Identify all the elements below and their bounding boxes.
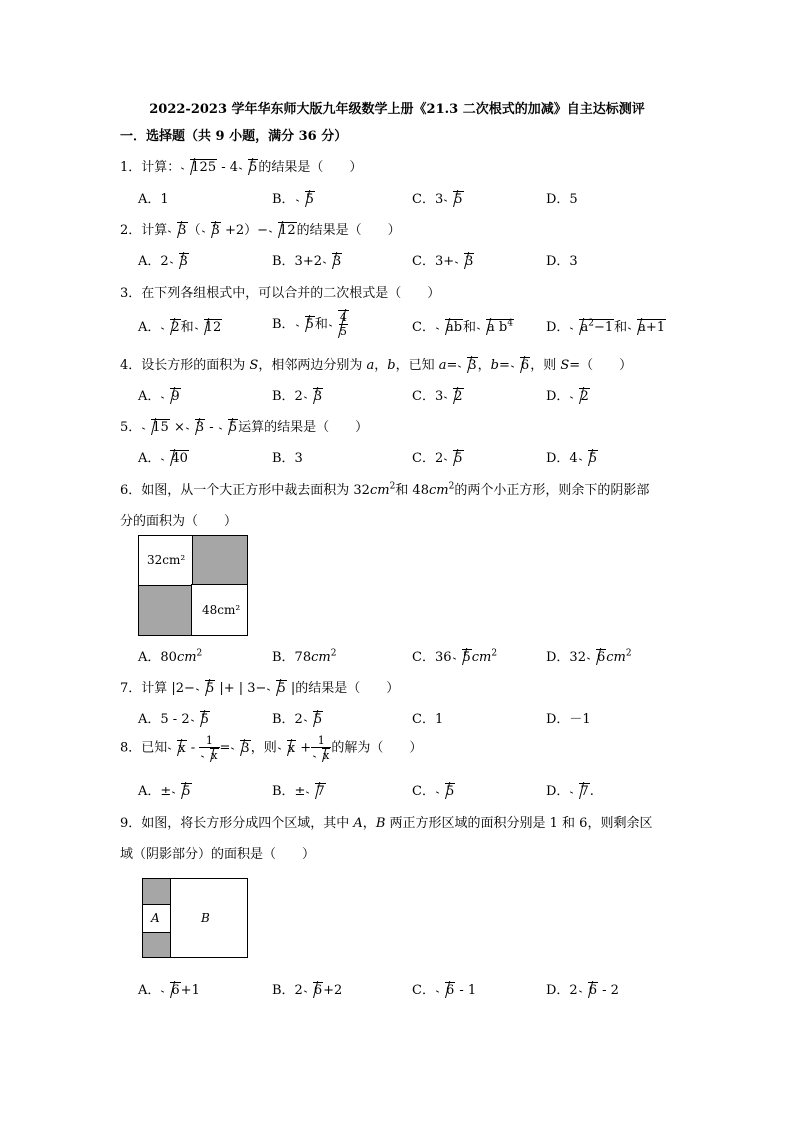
q4-option-a: A． 9 xyxy=(138,389,180,404)
section-heading: 一．选择题（共 9 小题，满分 36 分） xyxy=(120,129,348,144)
label-b: B xyxy=(201,911,210,925)
q2-option-a: A．2 3 xyxy=(138,254,188,269)
question-8: 8．已知 x - $\frac{1}{x}$ = 3，则 x + $\frac{1}{x}$ 的解为（ ） xyxy=(120,734,423,762)
q3-option-d: D． $a^2-1$和 a+1 xyxy=(546,318,666,335)
question-6-line-2: 分的面积为（ ） xyxy=(120,514,238,529)
shaded-region-top xyxy=(143,879,170,905)
q5-option-a: A． 40 xyxy=(138,451,188,466)
q2-option-c: C．3+ 3 xyxy=(412,254,474,269)
q7-option-d: D．－1 xyxy=(546,712,591,727)
question-1: 1．计算： 125 - 4 5的结果是（ ） xyxy=(120,160,363,175)
q1-option-a: A．1 xyxy=(138,192,169,207)
q5-option-d: D．4 5 xyxy=(546,451,597,466)
rectangle-figure xyxy=(142,878,248,958)
q3-option-a: A． 2和 12 xyxy=(138,320,222,335)
q4-option-c: C．3 2 xyxy=(412,389,463,404)
question-7: 7．计算 |2− 5 |+ | 3− 5 |的结果是（ ） xyxy=(120,681,400,696)
q7-option-c: C．1 xyxy=(412,712,444,727)
small-square-48 xyxy=(191,584,247,636)
label-a: A xyxy=(151,911,160,925)
q9-option-b: B．2 6+2 xyxy=(272,983,343,998)
q1-option-b: B． 5 xyxy=(272,192,314,207)
q4-option-d: D． 2 xyxy=(546,389,589,404)
question-9-line-1: 9．如图，将长方形分成四个区域，其中 A，B 两正方形区域的面积分别是 1 和 6，则剩余区 xyxy=(120,816,653,831)
label-48cm2: 48cm² xyxy=(202,602,241,617)
question-2: 2．计算 3（ 3 +2）− 12的结果是（ ） xyxy=(120,223,401,238)
q1-option-d: D．5 xyxy=(546,192,578,207)
q9-option-a: A． 6+1 xyxy=(138,983,200,998)
square-a xyxy=(143,905,170,932)
question-3: 3．在下列各组根式中，可以合并的二次根式是（ ） xyxy=(120,286,441,301)
q8-option-b: B．± 7 xyxy=(272,784,325,799)
label-32cm2: 32cm² xyxy=(147,553,186,567)
shaded-region-top-right xyxy=(193,536,247,586)
shaded-region-bottom xyxy=(143,932,170,957)
q6-option-d: D．32 $6cm^2$ xyxy=(546,648,632,665)
q7-option-a: A．5 - 2 5 xyxy=(138,712,209,727)
q9-option-c: C． 6 - 1 xyxy=(412,983,477,998)
q9-option-d: D．2 6 - 2 xyxy=(546,983,619,998)
q5-option-c: C．2 5 xyxy=(412,451,463,466)
shaded-region-bottom-left xyxy=(139,586,193,636)
document-title: 2022-2023 学年华东师大版九年级数学上册《21.3 二次根式的加减》自主达标测评 xyxy=(149,102,645,117)
question-4: 4．设长方形的面积为 S，相邻两边分别为 a，b，已知 a= 3，b= 6，则 S=（ ） xyxy=(120,358,633,373)
q6-option-a: A．$80cm^2$ xyxy=(138,648,203,665)
q6-option-c: C．36 $5cm^2$ xyxy=(412,648,498,665)
question-9-line-2: 域（阴影部分）的面积是（ ） xyxy=(120,847,316,862)
q7-option-b: B．2 5 xyxy=(272,712,323,727)
q8-option-d: D． 7. xyxy=(546,784,594,799)
small-square-32 xyxy=(139,536,193,586)
question-5: 5． 15 × 3 - 5运算的结果是（ ） xyxy=(120,420,369,435)
q4-option-b: B．2 3 xyxy=(272,389,323,404)
square-b xyxy=(170,879,247,957)
question-6-line-1: 6．如图，从一个大正方形中裁去面积为 $32cm^2$和 $48cm^2$的两个小正方形，则余下的阴影部 xyxy=(120,481,650,498)
q2-option-d: D．3 xyxy=(546,254,578,269)
q1-option-c: C．3 5 xyxy=(412,192,463,207)
q3-option-c: C． ab和 a $b^4$ xyxy=(412,318,513,335)
q2-option-b: B．3+2 3 xyxy=(272,254,342,269)
q8-option-c: C． 5 xyxy=(412,784,455,799)
q8-option-a: A．± 5 xyxy=(138,784,191,799)
q6-option-b: B．$78cm^2$ xyxy=(272,648,337,665)
squares-figure xyxy=(138,535,248,636)
q5-option-b: B．3 xyxy=(272,451,303,466)
q3-option-b: B． 5和 $\frac{4}{5}$ xyxy=(272,311,347,338)
